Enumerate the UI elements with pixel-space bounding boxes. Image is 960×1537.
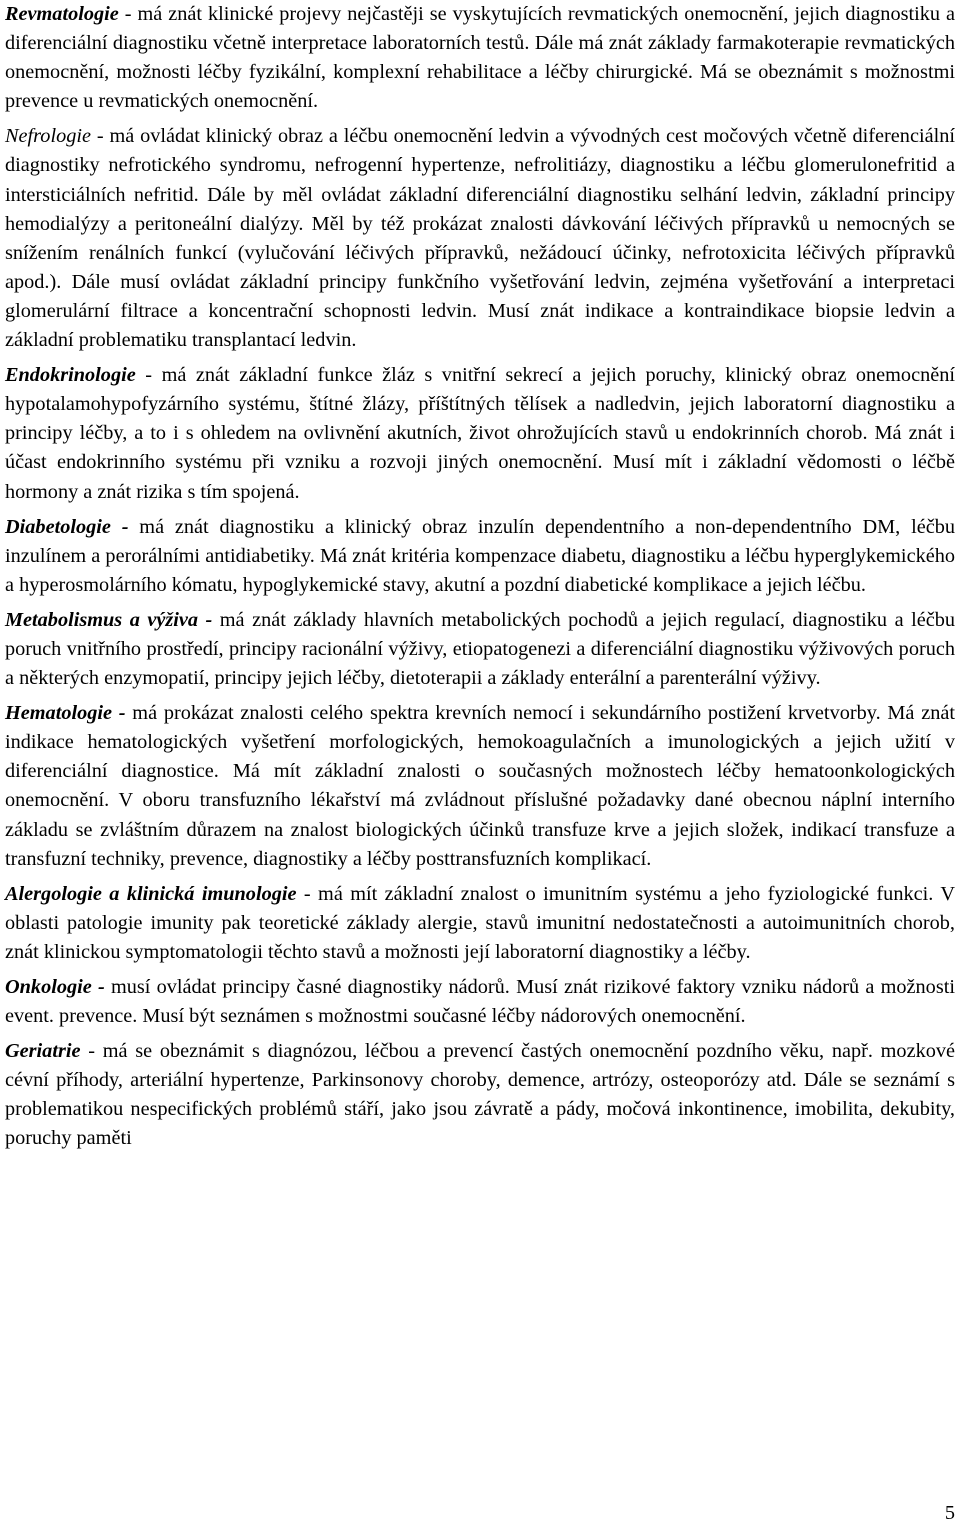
page-number: 5 [944, 1502, 955, 1524]
paragraph-metabolismus [5, 606, 955, 693]
term-nefrologie: Nefrologie [5, 125, 91, 148]
paragraph-onkologie [5, 973, 955, 1031]
paragraph-text: má prokázat znalosti celého spektra krevních nemocí i sekundárního postižení krvetvorby. Má znát indikace hematologických vyšetření morfologických, hemokoagulačních a imunologických a jejich užití v diferenciální diagnostice. Má mít základní znalosti o současných možnostech léčby hematoonkologických onemocnění. V oboru transfuzního lékařství má zvládnout příslušné požadavky dané obecnou náplní interního základu se zvláštním důrazem na znalost biologických účinků transfuze krve a jejich složek, indikací transfuze a transfuzní techniky, prevence, diagnostiky a léčby posttransfuzních komplikací. [5, 702, 955, 870]
paragraph-text: - má se obeznámit s diagnózou, léčbou a prevencí častých onemocnění pozdního věku, např. mozkové cévní příhody, arteriální hypertenze, Parkinsonovy choroby, demence, artrózy, osteoporózy atd. Dále se seznámí s problematikou nespecifických problémů stáří, jako jsou závratě a pády, močová inkontinence, imobilita, dekubity, poruchy paměti [5, 1040, 955, 1150]
paragraph-diabetologie [5, 513, 955, 600]
term-alergologie: Alergologie a klinická imunologie [5, 882, 297, 905]
paragraph-revmatologie [5, 0, 955, 116]
paragraph-text: musí ovládat principy časné diagnostiky nádorů. Musí znát rizikové faktory vzniku nádorů a možnosti event. prevence. Musí být seznámen s možnostmi současné léčby nádorových onemocnění. [5, 976, 955, 1028]
paragraph-text: - má znát základní funkce žláz s vnitřní sekrecí a jejich poruchy, klinický obraz onemocnění hypotalamohypofyzárního systému, štítné žlázy, příštítných tělísek a nadledvin, jejich laboratorní diagnostiku a principy léčby, a to i s ohledem na ovlivnění akutních, život ohrožujících stavů u endokrinních chorob. Má znát i účast endokrinního systému při vzniku a rozvoji jiných onemocnění. Musí mít i základní vědomosti o léčbě hormony a znát rizika s tím spojená. [5, 364, 955, 503]
term-geriatrie: Geriatrie [5, 1040, 81, 1063]
document-page [5, 0, 955, 1154]
paragraph-text: - má ovládat klinický obraz a léčbu onemocnění ledvin a vývodných cest močových včetně diferenciální diagnostiky nefrotického syndromu, nefrogenní hypertenze, nefrolitiázy, diagnostiku a léčbu glomerulonefritid a intersticiálních nefritid. Dále by měl ovládat základní diferenciální diagnostiku selhání ledvin, základní principy hemodialýzy a peritoneální dialýzy. Měl by též prokázat znalosti dávkování léčivých přípravků u nemocných se snížením renálních funkcí (vylučování léčivých přípravků, nežádoucí účinky, nefrotoxicita léčivých přípravků apod.). Dále musí ovládat základní principy funkčního vyšetřování ledvin, zejména vyšetřování a interpretaci glomerulární filtrace a koncentrační schopnosti ledvin. Musí znát indikace a kontraindikace biopsie ledvin a základní problematiku transplantací ledvin. [5, 125, 955, 352]
paragraph-text: - má mít základní znalost o imunitním systému a jeho fyziologické funkci. V oblasti patologie imunity pak teoretické základy alergie, stavů imunitní nedostatečnosti a autoimunitních chorob, znát klinickou symptomatologii těchto stavů a možnosti její laboratorní diagnostiky a léčby. [5, 882, 955, 963]
paragraph-text: má znát základy hlavních metabolických pochodů a jejich regulací, diagnostiku a léčbu poruch vnitřního prostředí, principy racionální výživy, etiopatogenezi a diferenciální diagnostiku výživových poruch a některých enzymopatií, principy jejich léčby, dietoterapii a základy enterální a parenterální výživy. [5, 608, 955, 690]
term-diabetologie: Diabetologie - [5, 515, 129, 538]
term-revmatologie: Revmatologie [5, 3, 119, 25]
term-endokrinologie: Endokrinologie [5, 364, 136, 387]
paragraph-geriatrie [5, 1037, 955, 1153]
paragraph-endokrinologie [5, 361, 955, 506]
paragraph-text: má znát diagnostiku a klinický obraz inzulín dependentního a non-dependentního DM, léčbu inzulínem a perorálními antidiabetiky. Má znát kritéria kompenzace diabetu, diagnostiku a léčbu hyperglykemického a hyperosmolárního kómatu, hypoglykemické stavy, akutní a pozdní diabetické komplikace a jejich léčbu. [5, 515, 955, 596]
term-hematologie: Hematologie - [5, 702, 126, 725]
paragraph-hematologie [5, 699, 955, 874]
term-metabolismus: Metabolismus a výživa - [5, 608, 213, 631]
paragraph-text: - má znát klinické projevy nejčastěji se vyskytujících revmatických onemocnění, jejich diagnostiku a diferenciální diagnostiku včetně interpretace laboratorních testů. Dále má znát základy farmakoterapie revmatických onemocnění, možnosti léčby fyzikální, komplexní rehabilitace a léčby chirurgické. Má se obeznámit s možnostmi prevence u revmatických onemocnění. [5, 3, 955, 113]
paragraph-nefrologie [5, 122, 955, 355]
term-onkologie: Onkologie - [5, 976, 105, 998]
paragraph-alergologie [5, 880, 955, 967]
